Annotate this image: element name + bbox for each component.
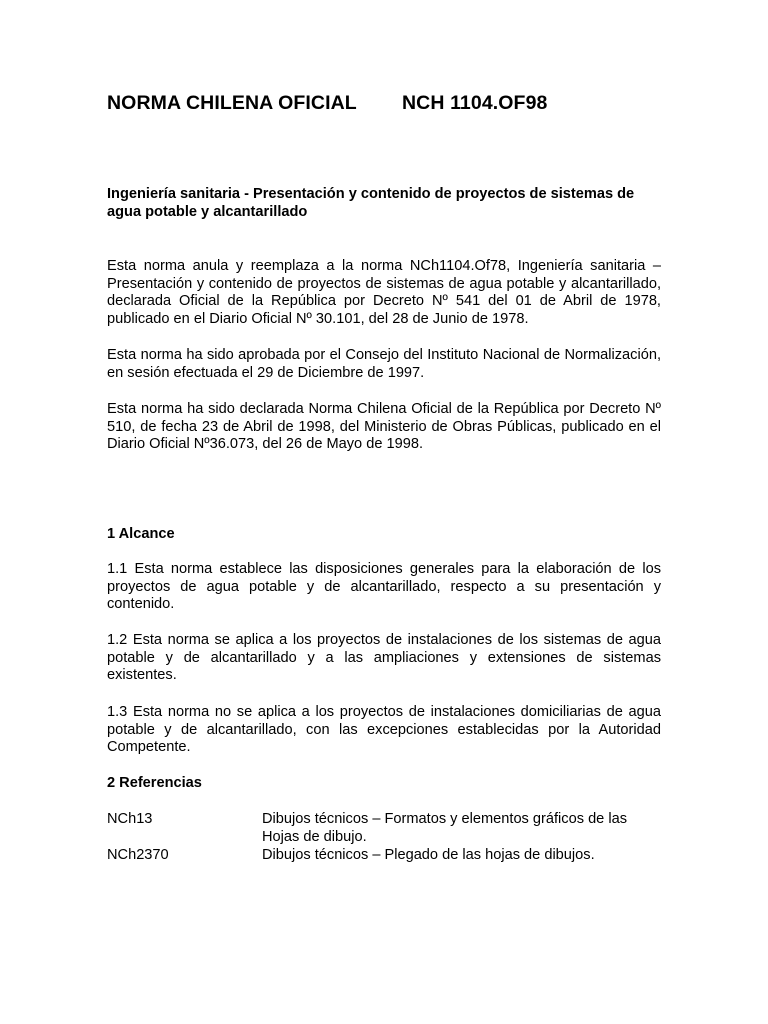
clause-1-2: 1.2 Esta norma se aplica a los proyectos de instalaciones de los sistemas de agua potable y de alcantarillado y a las ampliaciones y extensiones de sistemas existentes. [107, 632, 661, 684]
intro-paragraph-2: Esta norma ha sido aprobada por el Consejo del Instituto Nacional de Normalización, en sesión efectuada el 29 de Diciembre de 1997. [107, 347, 661, 381]
clause-1-3: 1.3 Esta norma no se aplica a los proyectos de instalaciones domiciliarias de agua potable y de alcantarillado, con las excepciones establecidas por la Autoridad Competente. [107, 704, 661, 756]
reference-code: NCh13 [107, 811, 153, 827]
title-standard-code: NCH 1104.OF98 [402, 92, 548, 114]
clause-1-1: 1.1 Esta norma establece las disposiciones generales para la elaboración de los proyectos de agua potable y de alcantarillado, respecto a su presentación y contenido. [107, 561, 661, 613]
section-heading-alcance: 1 Alcance [107, 526, 175, 542]
reference-description: Dibujos técnicos – Plegado de las hojas de dibujos. [262, 847, 595, 863]
section-heading-referencias: 2 Referencias [107, 775, 202, 791]
intro-paragraph-1: Esta norma anula y reemplaza a la norma NCh1104.Of78, Ingeniería sanitaria – Presentación y contenido de proyectos de sistemas de agua potable y alcantarillado, declarada Oficial de la República por Decreto Nº 541 del 01 de Abril de 1978, publicado en el Diario Oficial Nº 30.101, del 28 de Junio de 1978. [107, 258, 661, 327]
document-title [107, 92, 548, 115]
document-subtitle: Ingeniería sanitaria - Presentación y contenido de proyectos de sistemas de agua potable y alcantarillado [107, 186, 635, 220]
title-main: NORMA CHILENA OFICIAL [107, 92, 357, 114]
intro-paragraph-3: Esta norma ha sido declarada Norma Chilena Oficial de la República por Decreto Nº 510, de fecha 23 de Abril de 1998, del Ministerio de Obras Públicas, publicado en el Diario Oficial Nº36.073, del 26 de Mayo de 1998. [107, 401, 661, 453]
reference-description: Dibujos técnicos – Formatos y elementos gráficos de las Hojas de dibujo. [262, 811, 628, 845]
reference-code: NCh2370 [107, 847, 169, 863]
